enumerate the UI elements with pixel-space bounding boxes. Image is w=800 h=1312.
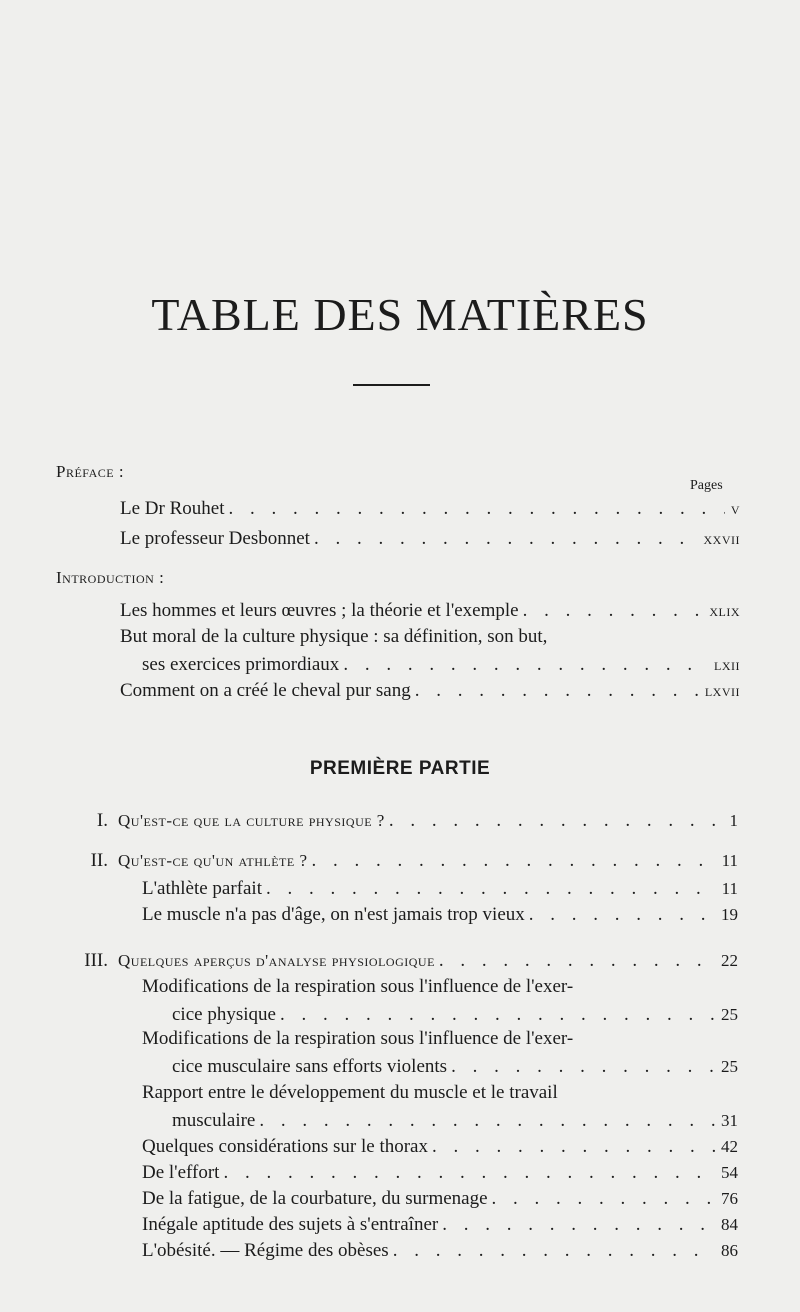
entry-title-continued: musculaire (172, 1110, 256, 1131)
dot-leader (523, 598, 704, 624)
title-rule (353, 384, 430, 386)
entry-page: 42 (721, 1137, 738, 1156)
entry-page: 86 (721, 1241, 738, 1260)
toc-entry[interactable] (120, 496, 740, 522)
dot-leader (223, 1160, 715, 1186)
entry-title[interactable]: But moral de la culture physique : sa définition, son but, (120, 626, 548, 647)
toc-entry[interactable] (142, 1160, 738, 1186)
toc-entry[interactable] (142, 876, 738, 902)
toc-entry[interactable] (142, 1238, 738, 1264)
entry-title: L'obésité. — Régime des obèses (142, 1240, 389, 1261)
entry-page: lxii (714, 655, 740, 674)
entry-page: 84 (721, 1215, 738, 1234)
entry-page: 11 (721, 879, 738, 898)
introduction-heading: Introduction : (56, 568, 165, 587)
dot-leader (266, 876, 716, 902)
dot-leader (415, 678, 699, 704)
entry-page: lxvii (704, 681, 740, 700)
dot-leader (389, 808, 724, 834)
toc-entry[interactable] (142, 652, 740, 678)
part-heading: PREMIÈRE PARTIE (309, 758, 491, 779)
chapter-title: Quelques aperçus d'analyse physiologique (118, 951, 435, 970)
entry-title-continued: ses exercices primordiaux (142, 654, 340, 675)
entry-title[interactable]: Rapport entre le développement du muscle et le travail (142, 1082, 558, 1103)
toc-entry[interactable] (142, 1186, 738, 1212)
toc-entry[interactable] (142, 1134, 738, 1160)
entry-title[interactable]: Modifications de la respiration sous l'influence de l'exer- (142, 976, 574, 997)
dot-leader (343, 652, 708, 678)
entry-title: Les hommes et leurs œuvres ; la théorie et l'exemple (120, 600, 519, 621)
dot-leader (280, 1002, 715, 1028)
pages-column-label: Pages (690, 478, 723, 493)
chapter-page: 1 (729, 811, 738, 830)
dot-leader (314, 526, 698, 552)
dot-leader (432, 1134, 715, 1160)
toc-entry[interactable] (120, 598, 740, 624)
dot-leader (312, 848, 716, 874)
chapter-number: III. (84, 950, 108, 971)
chapter-title: Qu'est-ce qu'un athlète ? (118, 851, 308, 870)
dot-leader (393, 1238, 715, 1264)
dot-leader (529, 902, 715, 928)
toc-entry[interactable] (142, 902, 738, 928)
chapter-title: Qu'est-ce que la culture physique ? (118, 811, 385, 830)
toc-chapter[interactable] (118, 848, 738, 874)
entry-title: De la fatigue, de la courbature, du surmenage (142, 1188, 488, 1209)
entry-page: 31 (721, 1111, 738, 1130)
dot-leader (492, 1186, 715, 1212)
toc-entry[interactable] (172, 1054, 738, 1080)
entry-title[interactable]: Modifications de la respiration sous l'influence de l'exer- (142, 1028, 574, 1049)
entry-title-continued: cice physique (172, 1004, 276, 1025)
entry-title: Le professeur Desbonnet (120, 528, 310, 549)
chapter-number: I. (96, 810, 108, 831)
entry-page: 54 (721, 1163, 738, 1182)
entry-page: xxvii (703, 529, 740, 548)
entry-page: v (730, 499, 740, 518)
toc-entry[interactable] (142, 1212, 738, 1238)
chapter-page: 11 (721, 851, 738, 870)
entry-page: 76 (721, 1189, 738, 1208)
entry-title: Inégale aptitude des sujets à s'entraîner (142, 1214, 439, 1235)
chapter-page: 22 (721, 951, 738, 970)
entry-title: De l'effort (142, 1162, 220, 1183)
toc-chapter[interactable] (118, 808, 738, 834)
chapter-number: II. (90, 850, 108, 871)
entry-page: 19 (721, 905, 738, 924)
dot-leader (442, 1212, 715, 1238)
page-title: TABLE DES MATIÈRES (151, 289, 649, 340)
toc-entry[interactable] (172, 1108, 738, 1134)
dot-leader (259, 1108, 715, 1134)
entry-page: xlix (709, 601, 740, 620)
entry-title: L'athlète parfait (142, 878, 262, 899)
entry-title: Comment on a créé le cheval pur sang (120, 680, 411, 701)
toc-entry[interactable] (120, 678, 740, 704)
dot-leader (439, 948, 715, 974)
entry-title: Le Dr Rouhet (120, 498, 225, 519)
entry-page: 25 (721, 1057, 738, 1076)
entry-title: Quelques considérations sur le thorax (142, 1136, 428, 1157)
entry-title: Le muscle n'a pas d'âge, on n'est jamais trop vieux (142, 904, 525, 925)
dot-leader (228, 496, 724, 522)
entry-title-continued: cice musculaire sans efforts violents (172, 1056, 448, 1077)
entry-page: 25 (721, 1005, 738, 1024)
preface-heading: Préface : (56, 462, 125, 481)
toc-entry[interactable] (120, 526, 740, 552)
toc-chapter[interactable] (118, 948, 738, 974)
dot-leader (451, 1054, 715, 1080)
toc-entry[interactable] (172, 1002, 738, 1028)
